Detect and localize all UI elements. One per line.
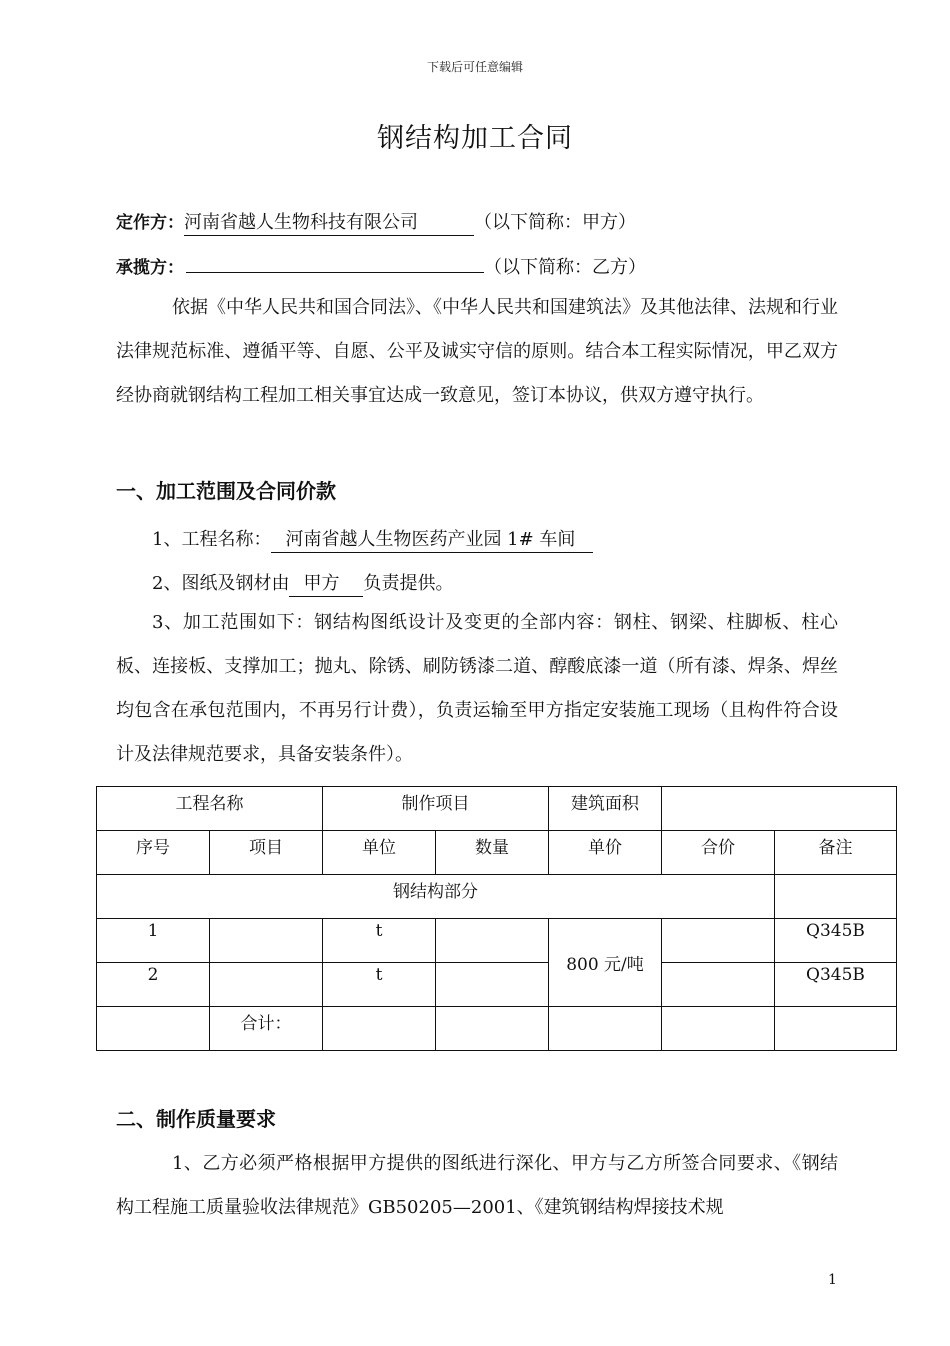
table-cell bbox=[775, 1007, 897, 1051]
party-b-line bbox=[116, 253, 646, 279]
table-header-row bbox=[97, 831, 897, 875]
table-cell bbox=[436, 963, 549, 1007]
page-header: 下载后可任意编辑 bbox=[426, 60, 523, 74]
total-label: 合计： bbox=[210, 1007, 323, 1051]
party-a-name: 河南省越人生物科技有限公司 bbox=[184, 212, 474, 236]
price-table bbox=[96, 786, 897, 1051]
header-unit: 单位 bbox=[323, 831, 436, 875]
section1-item3: 3、加工范围如下：钢结构图纸设计及变更的全部内容：钢柱、钢梁、柱脚板、柱心板、连接板、支撑加工；抛丸、除锈、刷防锈漆二道、醇酸底漆一道（所有漆、焊条、焊丝均包含在承包范围内，不再另行计费），负责运输至甲方指定安装施工现场（且构件符合设计及法律规范要求，具备安装条件）。 bbox=[116, 612, 838, 765]
party-b-name bbox=[186, 271, 484, 273]
cell-project-name-label: 工程名称 bbox=[97, 787, 323, 831]
project-name: 河南省越人生物医药产业园 1# 车间 bbox=[271, 529, 593, 553]
header-remark: 备注 bbox=[775, 831, 897, 875]
document-title: 钢结构加工合同 bbox=[377, 123, 573, 154]
cell-item-label: 制作项目 bbox=[323, 787, 549, 831]
table-total-row bbox=[97, 1007, 897, 1051]
table-row bbox=[97, 875, 897, 919]
header-item: 项目 bbox=[210, 831, 323, 875]
table-cell bbox=[436, 919, 549, 963]
item2-suffix: 负责提供。 bbox=[363, 573, 454, 594]
party-a-line bbox=[116, 208, 636, 236]
table-cell bbox=[549, 1007, 662, 1051]
table-cell bbox=[662, 919, 775, 963]
header-unit-price: 单价 bbox=[549, 831, 662, 875]
table-row bbox=[97, 787, 897, 831]
section-label-cell: 钢结构部分 bbox=[97, 875, 775, 919]
party-b-note: （以下简称：乙方） bbox=[484, 257, 646, 278]
section2-heading: 二、制作质量要求 bbox=[116, 1107, 276, 1131]
cell-area-label: 建筑面积 bbox=[549, 787, 662, 831]
intro-paragraph: 依据《中华人民共和国合同法》、《中华人民共和国建筑法》及其他法律、法规和行业法律规范标准、遵循平等、自愿、公平及诚实守信的原则。结合本工程实际情况，甲乙双方经协商就钢结构工程加工相关事宜达成一致意见，签订本协议，供双方遵守执行。 bbox=[116, 297, 838, 406]
cell-area-value bbox=[662, 787, 897, 831]
row-unit: t bbox=[323, 963, 436, 1007]
unit-price-cell: 800 元/吨 bbox=[549, 919, 662, 1007]
table-cell bbox=[436, 1007, 549, 1051]
party-b-label: 承揽方： bbox=[116, 258, 184, 278]
party-a-note: （以下简称：甲方） bbox=[474, 212, 636, 233]
table-cell bbox=[662, 963, 775, 1007]
table-cell bbox=[323, 1007, 436, 1051]
item2-prefix: 2、图纸及钢材由 bbox=[152, 573, 290, 594]
header-total-price: 合价 bbox=[662, 831, 775, 875]
section2-paragraph: 1、乙方必须严格根据甲方提供的图纸进行深化、甲方与乙方所签合同要求、《钢结构工程施工质量验收法律规范》GB50205—2001、《建筑钢结构焊接技术规 bbox=[116, 1153, 838, 1218]
table-row bbox=[97, 963, 897, 1007]
section1-item2 bbox=[152, 569, 453, 597]
table-cell bbox=[210, 963, 323, 1007]
section1-heading: 一、加工范围及合同价款 bbox=[116, 479, 336, 503]
item1-prefix: 1、工程名称： bbox=[152, 529, 272, 550]
table-cell bbox=[662, 1007, 775, 1051]
header-quantity: 数量 bbox=[436, 831, 549, 875]
table-row bbox=[97, 919, 897, 963]
table-cell bbox=[210, 919, 323, 963]
material-provider: 甲方 bbox=[289, 573, 363, 597]
table-cell bbox=[97, 1007, 210, 1051]
row-no: 2 bbox=[97, 963, 210, 1007]
row-remark: Q345B bbox=[775, 963, 897, 1007]
table-cell bbox=[775, 875, 897, 919]
header-no: 序号 bbox=[97, 831, 210, 875]
party-a-label: 定作方： bbox=[116, 213, 184, 233]
row-unit: t bbox=[323, 919, 436, 963]
section1-item1 bbox=[152, 525, 593, 553]
page-number: 1 bbox=[828, 1272, 837, 1288]
row-remark: Q345B bbox=[775, 919, 897, 963]
row-no: 1 bbox=[97, 919, 210, 963]
